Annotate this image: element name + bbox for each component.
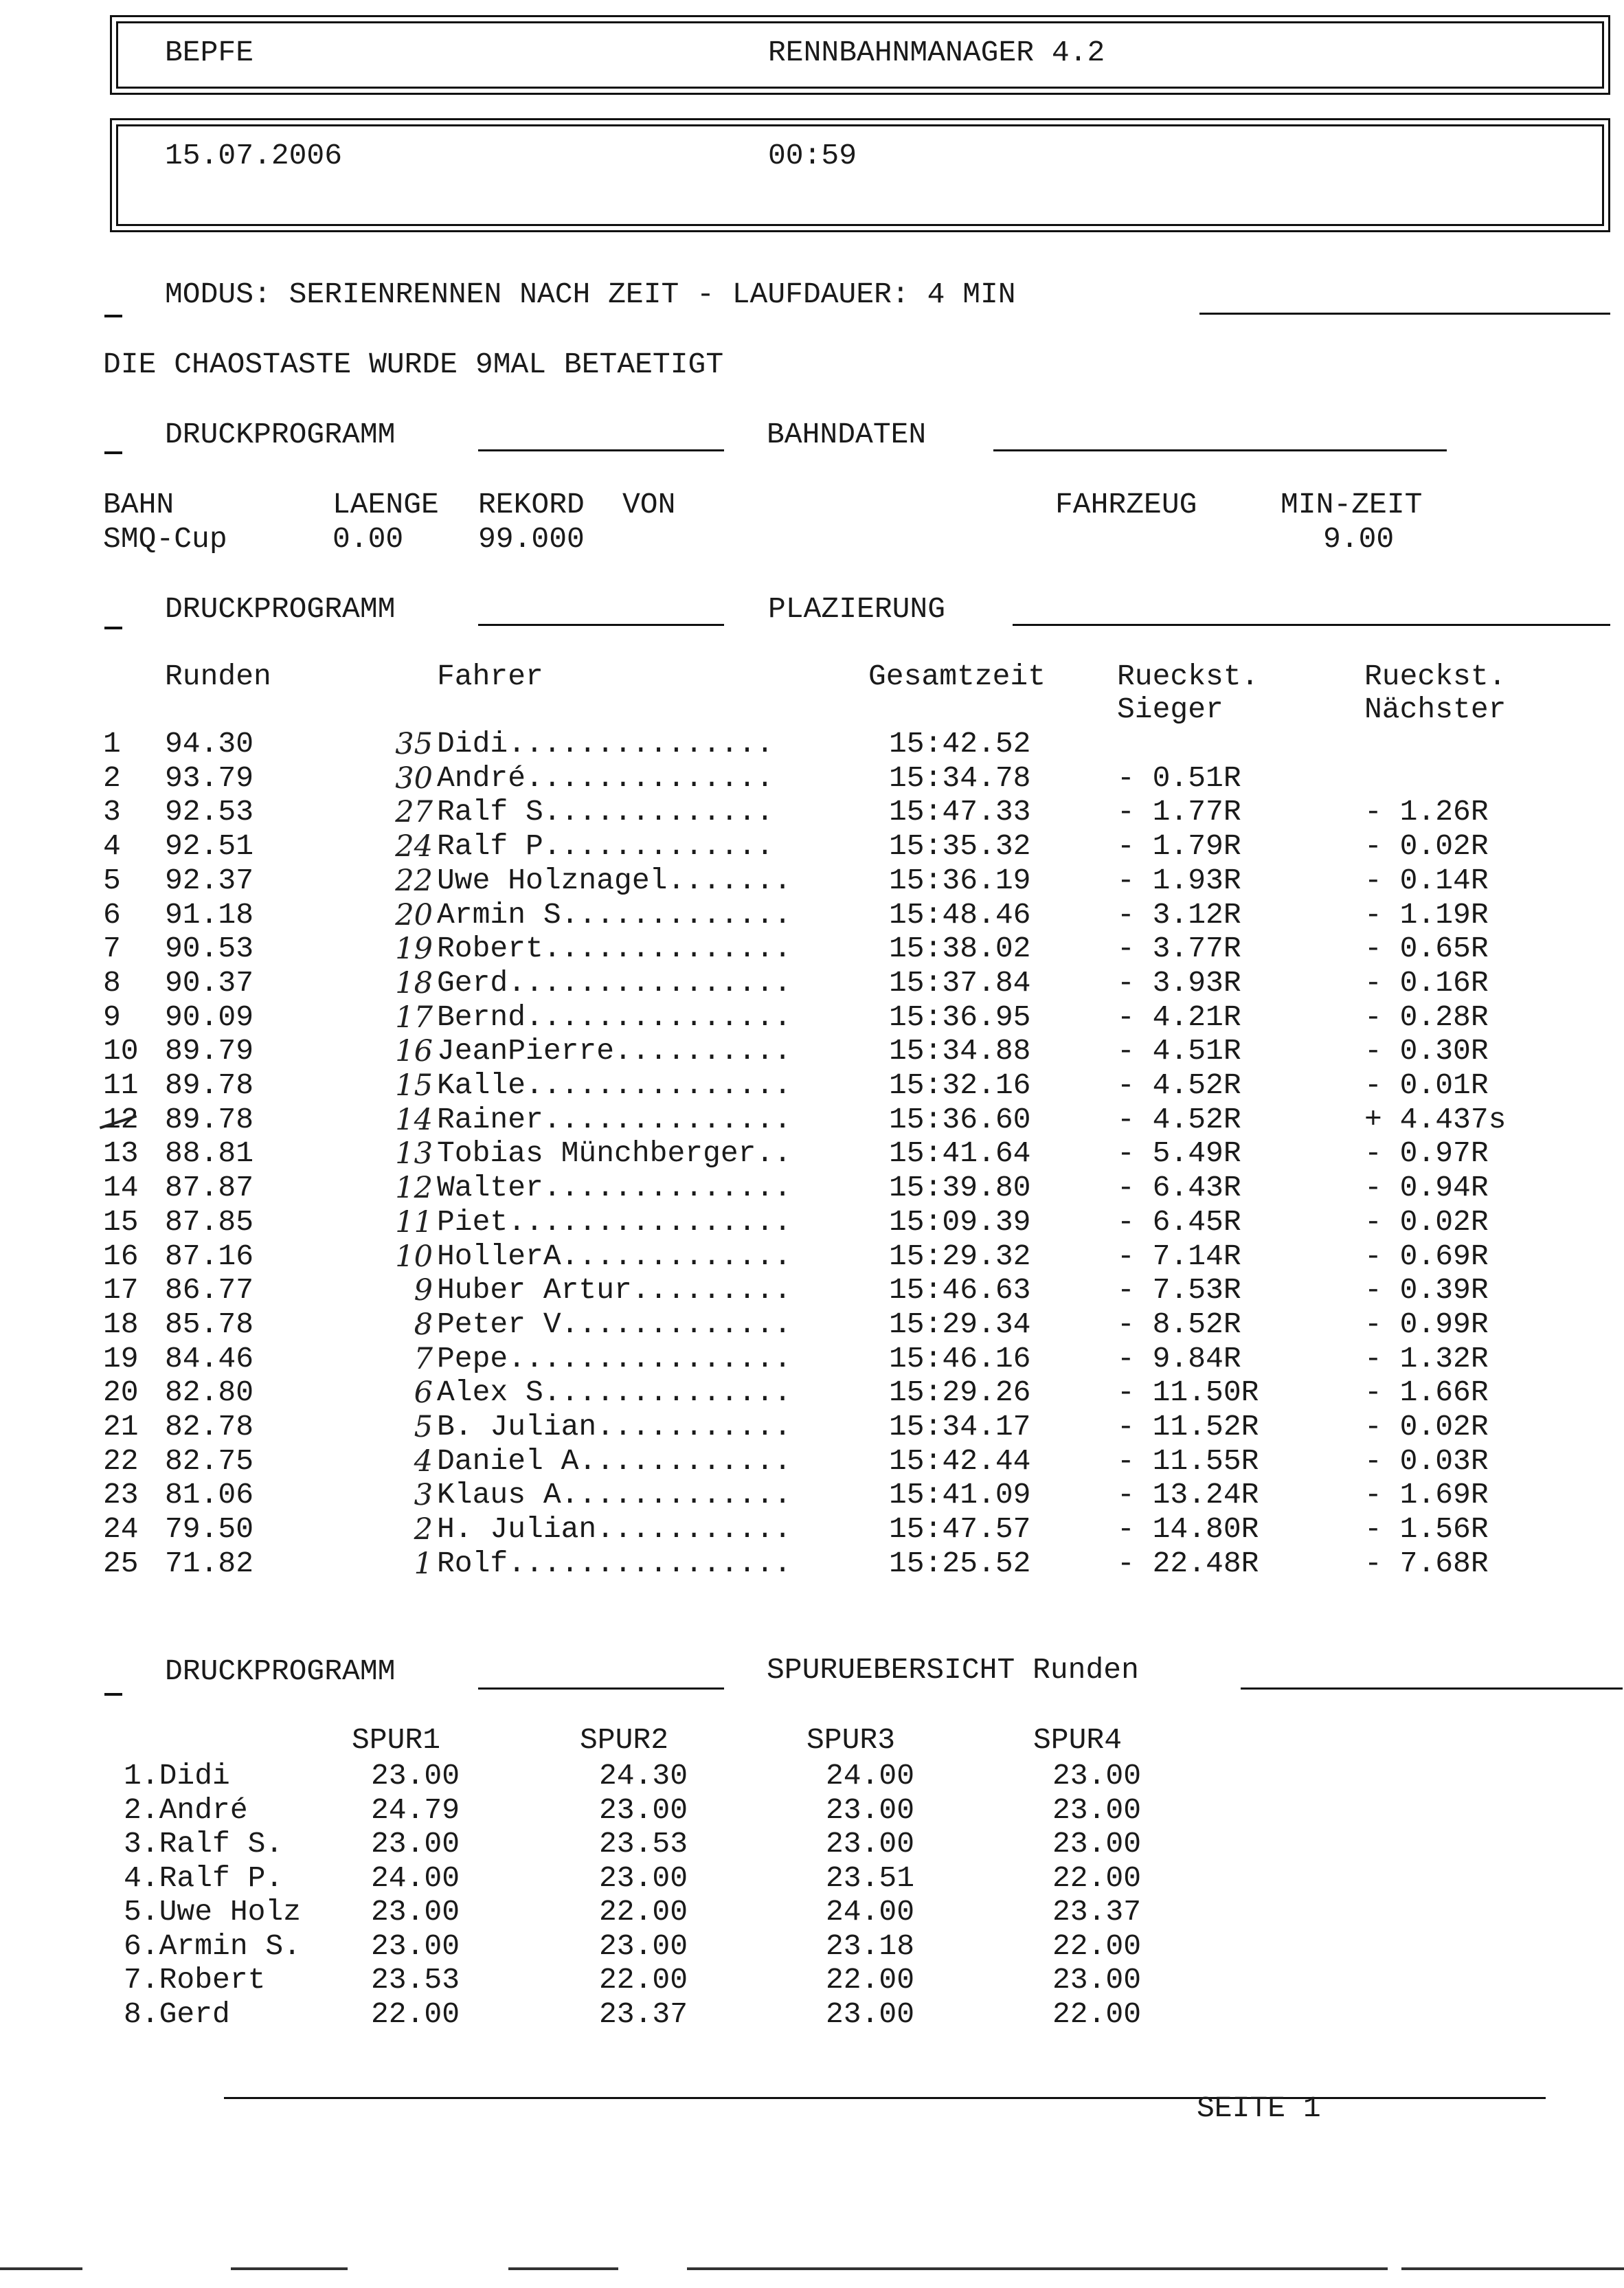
result-laps: 87.87 bbox=[165, 1171, 254, 1204]
result-total-time: 15:47.57 bbox=[889, 1512, 1031, 1546]
result-position: 3 bbox=[103, 795, 121, 829]
handwritten-number: 35 bbox=[395, 727, 433, 761]
spur-header-3: SPUR3 bbox=[807, 1723, 896, 1757]
plazierung-title: PLAZIERUNG bbox=[768, 592, 946, 626]
lane-driver: 5.Uwe Holz bbox=[124, 1895, 302, 1929]
result-gap-winner: - 14.80R bbox=[1117, 1512, 1259, 1546]
result-total-time: 15:46.63 bbox=[889, 1273, 1031, 1307]
handwritten-number: 22 bbox=[395, 864, 433, 898]
handwritten-number: 3 bbox=[414, 1478, 433, 1512]
divider-line bbox=[1013, 624, 1610, 626]
result-driver: H. Julian........... bbox=[437, 1512, 792, 1546]
result-gap-winner: - 0.51R bbox=[1117, 761, 1241, 795]
result-laps: 84.46 bbox=[165, 1342, 254, 1376]
handwritten-number: 10 bbox=[395, 1240, 433, 1274]
lane-1-value: 22.00 bbox=[371, 1997, 460, 2031]
result-driver: B. Julian........... bbox=[437, 1410, 792, 1444]
result-gap-next: - 0.16R bbox=[1364, 966, 1489, 1000]
result-laps: 89.78 bbox=[165, 1068, 254, 1102]
result-position: 24 bbox=[103, 1512, 139, 1546]
handwritten-number: 9 bbox=[414, 1273, 433, 1308]
result-driver: Uwe Holznagel....... bbox=[437, 864, 792, 897]
track-header-von: VON bbox=[622, 488, 676, 521]
handwritten-number: 19 bbox=[395, 932, 433, 966]
track-header-minzeit: MIN-ZEIT bbox=[1281, 488, 1423, 521]
result-gap-next: - 0.28R bbox=[1364, 1000, 1489, 1034]
result-gap-winner: - 4.52R bbox=[1117, 1068, 1241, 1102]
lane-2-value: 23.00 bbox=[599, 1929, 688, 1963]
divider-line bbox=[1199, 313, 1610, 315]
result-gap-winner: - 11.52R bbox=[1117, 1410, 1259, 1444]
track-bahn: SMQ-Cup bbox=[103, 522, 227, 556]
result-gap-next: - 1.66R bbox=[1364, 1376, 1489, 1409]
result-position: 13 bbox=[103, 1136, 139, 1170]
result-position: 6 bbox=[103, 898, 121, 932]
result-position: 20 bbox=[103, 1376, 139, 1409]
result-laps: 89.78 bbox=[165, 1103, 254, 1136]
result-laps: 92.51 bbox=[165, 829, 254, 863]
result-laps: 91.18 bbox=[165, 898, 254, 932]
lane-2-value: 23.53 bbox=[599, 1827, 688, 1861]
result-driver: Robert.............. bbox=[437, 932, 792, 965]
result-gap-winner: - 4.52R bbox=[1117, 1103, 1241, 1136]
result-total-time: 15:39.80 bbox=[889, 1171, 1031, 1204]
result-position: 25 bbox=[103, 1547, 139, 1580]
track-minzeit: 9.00 bbox=[1323, 522, 1395, 556]
lane-1-value: 23.00 bbox=[371, 1929, 460, 1963]
lane-1-value: 23.00 bbox=[371, 1827, 460, 1861]
spur-header-2: SPUR2 bbox=[580, 1723, 669, 1757]
lane-2-value: 24.30 bbox=[599, 1759, 688, 1793]
result-laps: 90.09 bbox=[165, 1000, 254, 1034]
spur-header-4: SPUR4 bbox=[1033, 1723, 1123, 1757]
lane-2-value: 23.00 bbox=[599, 1793, 688, 1827]
result-gap-next: - 0.01R bbox=[1364, 1068, 1489, 1102]
result-total-time: 15:42.44 bbox=[889, 1444, 1031, 1478]
result-driver: Kalle............... bbox=[437, 1068, 792, 1102]
result-driver: Gerd................ bbox=[437, 966, 792, 1000]
result-gap-winner: - 1.79R bbox=[1117, 829, 1241, 863]
track-header-laenge: LAENGE bbox=[332, 488, 439, 521]
divider-line bbox=[478, 1687, 724, 1690]
lane-1-value: 24.79 bbox=[371, 1793, 460, 1827]
result-position: 12 bbox=[103, 1103, 139, 1136]
result-laps: 79.50 bbox=[165, 1512, 254, 1546]
lane-driver: 6.Armin S. bbox=[124, 1929, 302, 1963]
result-laps: 89.79 bbox=[165, 1034, 254, 1068]
page-number: SEITE 1 bbox=[1197, 2091, 1321, 2125]
result-position: 1 bbox=[103, 727, 121, 761]
print-date: 15.07.2006 bbox=[165, 139, 343, 172]
result-total-time: 15:42.52 bbox=[889, 727, 1031, 761]
result-gap-winner: - 7.53R bbox=[1117, 1273, 1241, 1307]
result-gap-winner: - 9.84R bbox=[1117, 1342, 1241, 1376]
lane-driver: 7.Robert bbox=[124, 1963, 266, 1997]
spur-druckprogramm: DRUCKPROGRAMM bbox=[165, 1655, 396, 1688]
result-gap-winner: - 4.21R bbox=[1117, 1000, 1241, 1034]
track-rekord: 99.000 bbox=[478, 522, 585, 556]
result-gap-winner: - 11.55R bbox=[1117, 1444, 1259, 1478]
col-header-rueckst-naechster: Rueckst. bbox=[1364, 660, 1507, 693]
lane-3-value: 22.00 bbox=[826, 1963, 915, 1997]
handwritten-number: 17 bbox=[395, 1000, 433, 1035]
lane-4-value: 23.00 bbox=[1052, 1793, 1142, 1827]
result-laps: 81.06 bbox=[165, 1478, 254, 1512]
lane-4-value: 22.00 bbox=[1052, 1997, 1142, 2031]
handwritten-number: 16 bbox=[395, 1034, 433, 1068]
result-gap-next: - 7.68R bbox=[1364, 1547, 1489, 1580]
result-position: 5 bbox=[103, 864, 121, 897]
handwritten-number: 13 bbox=[395, 1136, 433, 1171]
result-gap-next: - 0.03R bbox=[1364, 1444, 1489, 1478]
lane-3-value: 23.51 bbox=[826, 1861, 915, 1895]
result-gap-next: - 0.65R bbox=[1364, 932, 1489, 965]
result-gap-winner: - 1.93R bbox=[1117, 864, 1241, 897]
lane-4-value: 23.37 bbox=[1052, 1895, 1142, 1929]
result-total-time: 15:37.84 bbox=[889, 966, 1031, 1000]
result-driver: Ralf P............. bbox=[437, 829, 774, 863]
chaos-line: DIE CHAOSTASTE WURDE 9MAL BETAETIGT bbox=[103, 348, 724, 381]
result-laps: 90.37 bbox=[165, 966, 254, 1000]
handwritten-number: 12 bbox=[395, 1171, 433, 1205]
result-gap-next: - 0.99R bbox=[1364, 1308, 1489, 1341]
track-header-fahrzeug: FAHRZEUG bbox=[1055, 488, 1197, 521]
lane-2-value: 23.00 bbox=[599, 1861, 688, 1895]
col-header-naechster: Nächster bbox=[1364, 693, 1507, 726]
scan-artifact bbox=[1401, 2267, 1624, 2270]
section-marker bbox=[104, 1693, 122, 1696]
result-gap-next: - 1.32R bbox=[1364, 1342, 1489, 1376]
result-gap-winner: - 4.51R bbox=[1117, 1034, 1241, 1068]
result-position: 7 bbox=[103, 932, 121, 965]
result-laps: 87.85 bbox=[165, 1205, 254, 1239]
result-gap-next: - 0.94R bbox=[1364, 1171, 1489, 1204]
result-total-time: 15:29.32 bbox=[889, 1240, 1031, 1273]
lane-3-value: 24.00 bbox=[826, 1895, 915, 1929]
handwritten-number: 1 bbox=[414, 1547, 433, 1581]
result-gap-next: - 0.97R bbox=[1364, 1136, 1489, 1170]
lane-driver: 4.Ralf P. bbox=[124, 1861, 284, 1895]
handwritten-number: 30 bbox=[395, 761, 433, 796]
result-gap-next: + 4.437s bbox=[1364, 1103, 1507, 1136]
lane-driver: 3.Ralf S. bbox=[124, 1827, 284, 1861]
lane-3-value: 23.00 bbox=[826, 1827, 915, 1861]
result-position: 21 bbox=[103, 1410, 139, 1444]
result-driver: Bernd............... bbox=[437, 1000, 792, 1034]
handwritten-number: 27 bbox=[395, 795, 433, 829]
result-laps: 82.80 bbox=[165, 1376, 254, 1409]
result-position: 18 bbox=[103, 1308, 139, 1341]
result-total-time: 15:29.26 bbox=[889, 1376, 1031, 1409]
track-header-rekord: REKORD bbox=[478, 488, 585, 521]
result-driver: Huber Artur......... bbox=[437, 1273, 792, 1307]
result-gap-winner: - 1.77R bbox=[1117, 795, 1241, 829]
col-header-rueckst-sieger: Rueckst. bbox=[1117, 660, 1259, 693]
result-laps: 92.53 bbox=[165, 795, 254, 829]
result-gap-next: - 1.19R bbox=[1364, 898, 1489, 932]
result-total-time: 15:29.34 bbox=[889, 1308, 1031, 1341]
header-box-datetime bbox=[110, 118, 1610, 232]
lane-1-value: 23.00 bbox=[371, 1759, 460, 1793]
result-gap-next: - 1.26R bbox=[1364, 795, 1489, 829]
lane-3-value: 23.00 bbox=[826, 1793, 915, 1827]
result-driver: Tobias Münchberger.. bbox=[437, 1136, 792, 1170]
lane-3-value: 23.00 bbox=[826, 1997, 915, 2031]
result-position: 4 bbox=[103, 829, 121, 863]
result-position: 17 bbox=[103, 1273, 139, 1307]
divider-line bbox=[478, 624, 724, 626]
result-position: 16 bbox=[103, 1240, 139, 1273]
spur-title: SPURUEBERSICHT Runden bbox=[767, 1653, 1139, 1687]
result-laps: 86.77 bbox=[165, 1273, 254, 1307]
result-total-time: 15:41.09 bbox=[889, 1478, 1031, 1512]
result-driver: Armin S............. bbox=[437, 898, 792, 932]
divider-line bbox=[993, 449, 1447, 451]
lane-4-value: 22.00 bbox=[1052, 1929, 1142, 1963]
result-laps: 85.78 bbox=[165, 1308, 254, 1341]
result-gap-winner: - 3.93R bbox=[1117, 966, 1241, 1000]
lane-2-value: 23.37 bbox=[599, 1997, 688, 2031]
result-gap-next: - 0.02R bbox=[1364, 829, 1489, 863]
result-position: 9 bbox=[103, 1000, 121, 1034]
club-name: BEPFE bbox=[165, 36, 254, 69]
result-position: 2 bbox=[103, 761, 121, 795]
result-laps: 92.37 bbox=[165, 864, 254, 897]
track-header-bahn: BAHN bbox=[103, 488, 174, 521]
result-total-time: 15:47.33 bbox=[889, 795, 1031, 829]
lane-1-value: 23.00 bbox=[371, 1895, 460, 1929]
lane-2-value: 22.00 bbox=[599, 1895, 688, 1929]
result-total-time: 15:36.95 bbox=[889, 1000, 1031, 1034]
result-gap-next: - 0.14R bbox=[1364, 864, 1489, 897]
spur-header-1: SPUR1 bbox=[352, 1723, 441, 1757]
divider-line bbox=[1241, 1687, 1623, 1690]
result-laps: 82.75 bbox=[165, 1444, 254, 1478]
section-marker bbox=[104, 627, 122, 629]
result-position: 23 bbox=[103, 1478, 139, 1512]
result-gap-next: - 0.69R bbox=[1364, 1240, 1489, 1273]
result-gap-winner: - 13.24R bbox=[1117, 1478, 1259, 1512]
handwritten-number: 18 bbox=[395, 966, 433, 1000]
lane-driver: 2.André bbox=[124, 1793, 248, 1827]
result-total-time: 15:09.39 bbox=[889, 1205, 1031, 1239]
result-driver: Piet................ bbox=[437, 1205, 792, 1239]
result-total-time: 15:34.17 bbox=[889, 1410, 1031, 1444]
lane-2-value: 22.00 bbox=[599, 1963, 688, 1997]
result-driver: Rainer.............. bbox=[437, 1103, 792, 1136]
scan-artifact bbox=[508, 2267, 618, 2270]
lane-1-value: 23.53 bbox=[371, 1963, 460, 1997]
result-driver: Pepe................ bbox=[437, 1342, 792, 1376]
print-time: 00:59 bbox=[768, 139, 857, 172]
handwritten-number: 14 bbox=[395, 1103, 433, 1137]
col-header-gesamtzeit: Gesamtzeit bbox=[868, 660, 1046, 693]
result-gap-winner: - 11.50R bbox=[1117, 1376, 1259, 1409]
result-total-time: 15:34.78 bbox=[889, 761, 1031, 795]
result-total-time: 15:25.52 bbox=[889, 1547, 1031, 1580]
lane-driver: 8.Gerd bbox=[124, 1997, 230, 2031]
scan-artifact bbox=[687, 2267, 1388, 2270]
lane-4-value: 23.00 bbox=[1052, 1827, 1142, 1861]
result-gap-next: - 1.56R bbox=[1364, 1512, 1489, 1546]
section-marker bbox=[104, 315, 122, 317]
result-gap-next: - 1.69R bbox=[1364, 1478, 1489, 1512]
result-position: 8 bbox=[103, 966, 121, 1000]
result-laps: 88.81 bbox=[165, 1136, 254, 1170]
handwritten-number: 8 bbox=[414, 1308, 433, 1342]
program-name: RENNBAHNMANAGER 4.2 bbox=[768, 36, 1105, 69]
result-laps: 90.53 bbox=[165, 932, 254, 965]
bahndaten-title: BAHNDATEN bbox=[767, 418, 927, 451]
result-total-time: 15:32.16 bbox=[889, 1068, 1031, 1102]
result-laps: 93.79 bbox=[165, 761, 254, 795]
result-laps: 94.30 bbox=[165, 727, 254, 761]
result-driver: JeanPierre.......... bbox=[437, 1034, 792, 1068]
result-laps: 71.82 bbox=[165, 1547, 254, 1580]
result-gap-winner: - 5.49R bbox=[1117, 1136, 1241, 1170]
result-gap-winner: - 6.43R bbox=[1117, 1171, 1241, 1204]
handwritten-number: 2 bbox=[414, 1512, 433, 1547]
result-gap-next: - 0.02R bbox=[1364, 1205, 1489, 1239]
result-driver: HollerA............. bbox=[437, 1240, 792, 1273]
result-total-time: 15:48.46 bbox=[889, 898, 1031, 932]
result-driver: Walter.............. bbox=[437, 1171, 792, 1204]
handwritten-number: 5 bbox=[414, 1410, 433, 1444]
col-header-sieger: Sieger bbox=[1117, 693, 1223, 726]
result-gap-winner: - 7.14R bbox=[1117, 1240, 1241, 1273]
result-gap-winner: - 8.52R bbox=[1117, 1308, 1241, 1341]
lane-4-value: 23.00 bbox=[1052, 1759, 1142, 1793]
handwritten-number: 20 bbox=[395, 898, 433, 932]
result-driver: Klaus A............. bbox=[437, 1478, 792, 1512]
result-total-time: 15:36.60 bbox=[889, 1103, 1031, 1136]
result-gap-winner: - 3.77R bbox=[1117, 932, 1241, 965]
result-driver: Ralf S............. bbox=[437, 795, 774, 829]
result-gap-next: - 0.30R bbox=[1364, 1034, 1489, 1068]
result-gap-winner: - 6.45R bbox=[1117, 1205, 1241, 1239]
divider-line bbox=[478, 449, 724, 451]
result-driver: Peter V............. bbox=[437, 1308, 792, 1341]
handwritten-number: 24 bbox=[395, 829, 433, 864]
section-marker bbox=[104, 451, 122, 454]
lane-4-value: 22.00 bbox=[1052, 1861, 1142, 1895]
result-laps: 87.16 bbox=[165, 1240, 254, 1273]
scan-artifact bbox=[0, 2267, 82, 2270]
result-total-time: 15:38.02 bbox=[889, 932, 1031, 965]
lane-4-value: 23.00 bbox=[1052, 1963, 1142, 1997]
result-driver: André.............. bbox=[437, 761, 774, 795]
col-header-fahrer: Fahrer bbox=[437, 660, 543, 693]
result-position: 19 bbox=[103, 1342, 139, 1376]
mode-line: MODUS: SERIENRENNEN NACH ZEIT - LAUFDAUER: 4 MIN bbox=[165, 278, 1016, 311]
col-header-runden: Runden bbox=[165, 660, 271, 693]
result-gap-next: - 0.39R bbox=[1364, 1273, 1489, 1307]
footer-line bbox=[224, 2097, 1546, 2099]
result-laps: 82.78 bbox=[165, 1410, 254, 1444]
result-total-time: 15:46.16 bbox=[889, 1342, 1031, 1376]
result-total-time: 15:41.64 bbox=[889, 1136, 1031, 1170]
result-position: 15 bbox=[103, 1205, 139, 1239]
result-driver: Alex S.............. bbox=[437, 1376, 792, 1409]
result-position: 10 bbox=[103, 1034, 139, 1068]
lane-3-value: 23.18 bbox=[826, 1929, 915, 1963]
result-total-time: 15:35.32 bbox=[889, 829, 1031, 863]
handwritten-number: 15 bbox=[395, 1068, 433, 1103]
result-driver: Daniel A............ bbox=[437, 1444, 792, 1478]
result-gap-next: - 0.02R bbox=[1364, 1410, 1489, 1444]
handwritten-number: 7 bbox=[414, 1342, 433, 1376]
handwritten-number: 4 bbox=[414, 1444, 433, 1479]
handwritten-number: 11 bbox=[395, 1205, 433, 1240]
lane-3-value: 24.00 bbox=[826, 1759, 915, 1793]
scan-artifact bbox=[231, 2267, 348, 2270]
result-position: 14 bbox=[103, 1171, 139, 1204]
track-laenge: 0.00 bbox=[332, 522, 404, 556]
result-gap-winner: - 3.12R bbox=[1117, 898, 1241, 932]
lane-driver: 1.Didi bbox=[124, 1759, 230, 1793]
result-total-time: 15:36.19 bbox=[889, 864, 1031, 897]
result-position: 11 bbox=[103, 1068, 139, 1102]
result-driver: Didi............... bbox=[437, 727, 774, 761]
lane-1-value: 24.00 bbox=[371, 1861, 460, 1895]
result-gap-winner: - 22.48R bbox=[1117, 1547, 1259, 1580]
result-position: 22 bbox=[103, 1444, 139, 1478]
bahndaten-druckprogramm: DRUCKPROGRAMM bbox=[165, 418, 396, 451]
result-total-time: 15:34.88 bbox=[889, 1034, 1031, 1068]
plazierung-druckprogramm: DRUCKPROGRAMM bbox=[165, 592, 396, 626]
handwritten-number: 6 bbox=[414, 1376, 433, 1410]
result-driver: Rolf................ bbox=[437, 1547, 792, 1580]
